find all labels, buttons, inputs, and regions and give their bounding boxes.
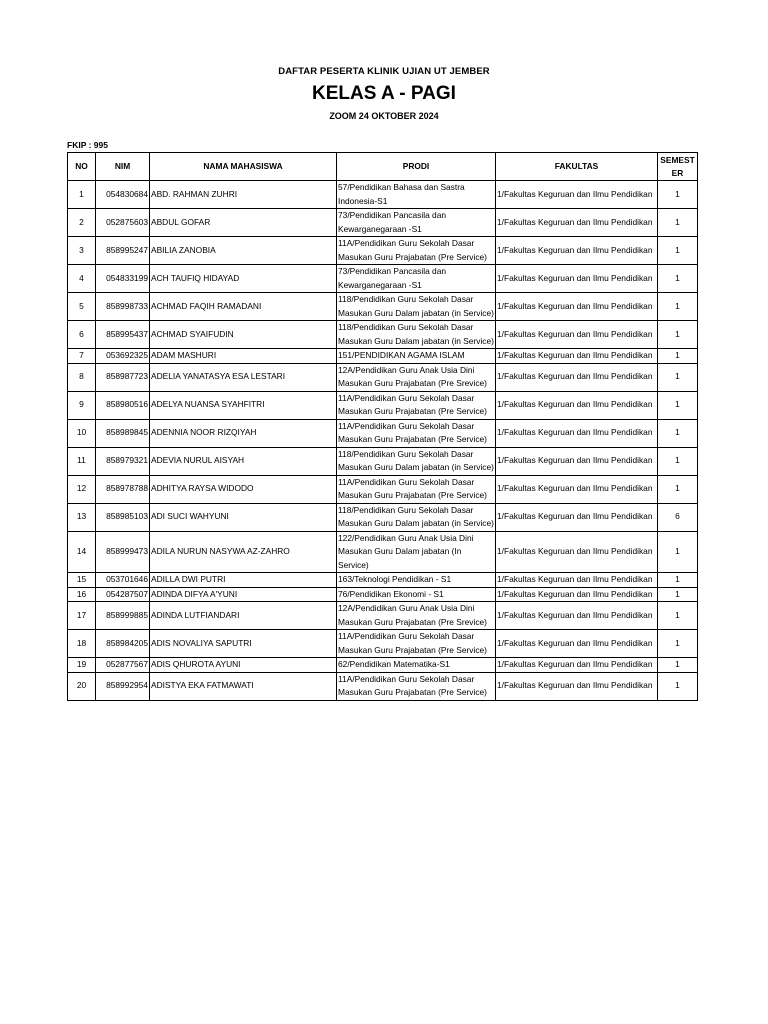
row-nim: 054833199 [96, 265, 150, 293]
row-nim: 858987723 [96, 363, 150, 391]
row-no: 13 [68, 503, 96, 531]
table-row [68, 181, 698, 209]
row-nama: ADISTYA EKA FATMAWATI [150, 672, 337, 700]
row-semester: 1 [658, 209, 698, 237]
row-fakultas: 1/Fakultas Keguruan dan Ilmu Pendidikan [496, 658, 658, 673]
row-nim: 858995437 [96, 321, 150, 349]
column-header-prodi: PRODI [337, 153, 496, 181]
row-fakultas: 1/Fakultas Keguruan dan Ilmu Pendidikan [496, 363, 658, 391]
row-fakultas: 1/Fakultas Keguruan dan Ilmu Pendidikan [496, 181, 658, 209]
participant-table [67, 152, 698, 701]
column-header-nim: NIM [96, 153, 150, 181]
row-no: 6 [68, 321, 96, 349]
column-header-nama: NAMA MAHASISWA [150, 153, 337, 181]
table-row [68, 293, 698, 321]
row-fakultas: 1/Fakultas Keguruan dan Ilmu Pendidikan [496, 265, 658, 293]
row-semester: 1 [658, 237, 698, 265]
table-row [68, 447, 698, 475]
row-no: 8 [68, 363, 96, 391]
row-nim: 858998733 [96, 293, 150, 321]
row-semester: 1 [658, 658, 698, 673]
row-semester: 1 [658, 672, 698, 700]
row-no: 15 [68, 573, 96, 588]
row-prodi: 11A/Pendidikan Guru Sekolah Dasar Masukan Guru Prajabatan (Pre Service) [337, 672, 496, 700]
row-semester: 1 [658, 265, 698, 293]
row-prodi: 73/Pendidikan Pancasila dan Kewarganegaraan -S1 [337, 265, 496, 293]
row-no: 20 [68, 672, 96, 700]
row-fakultas: 1/Fakultas Keguruan dan Ilmu Pendidikan [496, 672, 658, 700]
row-nama: ADAM MASHURI [150, 349, 337, 364]
row-fakultas: 1/Fakultas Keguruan dan Ilmu Pendidikan [496, 573, 658, 588]
row-nama: ADEVIA NURUL AISYAH [150, 447, 337, 475]
row-fakultas: 1/Fakultas Keguruan dan Ilmu Pendidikan [496, 293, 658, 321]
row-fakultas: 1/Fakultas Keguruan dan Ilmu Pendidikan [496, 391, 658, 419]
table-row [68, 658, 698, 673]
row-prodi: 11A/Pendidikan Guru Sekolah Dasar Masukan Guru Prajabatan (Pre Service) [337, 630, 496, 658]
row-nama: ADELIA YANATASYA ESA LESTARI [150, 363, 337, 391]
table-row [68, 391, 698, 419]
row-semester: 1 [658, 587, 698, 602]
row-semester: 6 [658, 503, 698, 531]
row-no: 11 [68, 447, 96, 475]
row-nama: ABDUL GOFAR [150, 209, 337, 237]
column-header-no: NO [68, 153, 96, 181]
row-nama: ADILA NURUN NASYWA AZ-ZAHRO [150, 531, 337, 573]
row-semester: 1 [658, 391, 698, 419]
row-no: 19 [68, 658, 96, 673]
row-prodi: 12A/Pendidikan Guru Anak Usia Dini Masukan Guru Prajabatan (Pre Srevice) [337, 602, 496, 630]
row-semester: 1 [658, 602, 698, 630]
row-prodi: 11A/Pendidikan Guru Sekolah Dasar Masukan Guru Prajabatan (Pre Service) [337, 419, 496, 447]
row-fakultas: 1/Fakultas Keguruan dan Ilmu Pendidikan [496, 503, 658, 531]
row-nim: 054830684 [96, 181, 150, 209]
row-semester: 1 [658, 419, 698, 447]
row-nama: ADINDA LUTFIANDARI [150, 602, 337, 630]
row-nim: 858985103 [96, 503, 150, 531]
row-prodi: 62/Pendidikan Matematika-S1 [337, 658, 496, 673]
table-row [68, 209, 698, 237]
row-no: 10 [68, 419, 96, 447]
row-semester: 1 [658, 181, 698, 209]
row-prodi: 122/Pendidikan Guru Anak Usia Dini Masukan Guru Dalam jabatan (In Service) [337, 531, 496, 573]
document-title: KELAS A - PAGI [312, 83, 456, 104]
row-nama: ACHMAD FAQIH RAMADANI [150, 293, 337, 321]
row-semester: 1 [658, 349, 698, 364]
row-fakultas: 1/Fakultas Keguruan dan Ilmu Pendidikan [496, 349, 658, 364]
table-row [68, 602, 698, 630]
table-row [68, 265, 698, 293]
row-no: 2 [68, 209, 96, 237]
table-row [68, 630, 698, 658]
row-no: 18 [68, 630, 96, 658]
row-fakultas: 1/Fakultas Keguruan dan Ilmu Pendidikan [496, 602, 658, 630]
table-row [68, 672, 698, 700]
row-nim: 858980516 [96, 391, 150, 419]
row-nama: ADIS NOVALIYA SAPUTRI [150, 630, 337, 658]
table-row [68, 419, 698, 447]
table-row [68, 587, 698, 602]
row-nim: 858995247 [96, 237, 150, 265]
row-no: 16 [68, 587, 96, 602]
row-nama: ADIS QHUROTA AYUNI [150, 658, 337, 673]
row-prodi: 73/Pendidikan Pancasila dan Kewarganegaraan -S1 [337, 209, 496, 237]
row-nim: 858992954 [96, 672, 150, 700]
row-fakultas: 1/Fakultas Keguruan dan Ilmu Pendidikan [496, 475, 658, 503]
row-semester: 1 [658, 293, 698, 321]
row-prodi: 57/Pendidikan Bahasa dan Sastra Indonesia-S1 [337, 181, 496, 209]
row-fakultas: 1/Fakultas Keguruan dan Ilmu Pendidikan [496, 587, 658, 602]
row-prodi: 151/PENDIDIKAN AGAMA ISLAM [337, 349, 496, 364]
row-no: 4 [68, 265, 96, 293]
row-no: 17 [68, 602, 96, 630]
row-no: 3 [68, 237, 96, 265]
row-nim: 052877567 [96, 658, 150, 673]
row-nama: ADENNIA NOOR RIZQIYAH [150, 419, 337, 447]
row-nim: 054287507 [96, 587, 150, 602]
table-row [68, 475, 698, 503]
row-fakultas: 1/Fakultas Keguruan dan Ilmu Pendidikan [496, 447, 658, 475]
row-nim: 858999473 [96, 531, 150, 573]
row-nama: ADILLA DWI PUTRI [150, 573, 337, 588]
table-row [68, 363, 698, 391]
table-body [68, 181, 698, 701]
row-no: 1 [68, 181, 96, 209]
table-header-row [68, 153, 698, 181]
row-prodi: 118/Pendidikan Guru Sekolah Dasar Masukan Guru Dalam jabatan (in Service) [337, 293, 496, 321]
row-no: 12 [68, 475, 96, 503]
row-prodi: 11A/Pendidikan Guru Sekolah Dasar Masukan Guru Prajabatan (Pre Service) [337, 475, 496, 503]
row-prodi: 11A/Pendidikan Guru Sekolah Dasar Masukan Guru Prajabatan (Pre Service) [337, 237, 496, 265]
document-date: ZOOM 24 OKTOBER 2024 [329, 111, 439, 121]
row-no: 7 [68, 349, 96, 364]
row-nama: ADINDA DIFYA A'YUNI [150, 587, 337, 602]
row-no: 5 [68, 293, 96, 321]
row-nim: 858984205 [96, 630, 150, 658]
row-nama: ABILIA ZANOBIA [150, 237, 337, 265]
row-fakultas: 1/Fakultas Keguruan dan Ilmu Pendidikan [496, 419, 658, 447]
row-fakultas: 1/Fakultas Keguruan dan Ilmu Pendidikan [496, 237, 658, 265]
row-semester: 1 [658, 475, 698, 503]
table-row [68, 503, 698, 531]
table-row [68, 237, 698, 265]
row-nim: 858978788 [96, 475, 150, 503]
row-nim: 858989845 [96, 419, 150, 447]
row-semester: 1 [658, 531, 698, 573]
row-semester: 1 [658, 630, 698, 658]
row-nama: ACHMAD SYAIFUDIN [150, 321, 337, 349]
table-row [68, 321, 698, 349]
row-prodi: 163/Teknologi Pendidikan - S1 [337, 573, 496, 588]
row-nama: ACH TAUFIQ HIDAYAD [150, 265, 337, 293]
row-nim: 858979321 [96, 447, 150, 475]
row-nama: ADI SUCI WAHYUNI [150, 503, 337, 531]
row-prodi: 11A/Pendidikan Guru Sekolah Dasar Masukan Guru Prajabatan (Pre Service) [337, 391, 496, 419]
row-nama: ADELYA NUANSA SYAHFITRI [150, 391, 337, 419]
row-semester: 1 [658, 363, 698, 391]
row-prodi: 118/Pendidikan Guru Sekolah Dasar Masukan Guru Dalam jabatan (in Service) [337, 321, 496, 349]
row-nama: ADHITYA RAYSA WIDODO [150, 475, 337, 503]
row-prodi: 12A/Pendidikan Guru Anak Usia Dini Masukan Guru Prajabatan (Pre Srevice) [337, 363, 496, 391]
row-nim: 858999885 [96, 602, 150, 630]
row-nim: 053701646 [96, 573, 150, 588]
row-no: 9 [68, 391, 96, 419]
row-fakultas: 1/Fakultas Keguruan dan Ilmu Pendidikan [496, 321, 658, 349]
table-row [68, 573, 698, 588]
row-nim: 052875603 [96, 209, 150, 237]
row-nama: ABD. RAHMAN ZUHRI [150, 181, 337, 209]
row-semester: 1 [658, 573, 698, 588]
row-fakultas: 1/Fakultas Keguruan dan Ilmu Pendidikan [496, 630, 658, 658]
row-semester: 1 [658, 447, 698, 475]
column-header-semester: SEMEST ER [658, 153, 698, 181]
column-header-fakultas: FAKULTAS [496, 153, 658, 181]
row-prodi: 76/Pendidikan Ekonomi - S1 [337, 587, 496, 602]
fkip-count: FKIP : 995 [67, 140, 108, 150]
row-fakultas: 1/Fakultas Keguruan dan Ilmu Pendidikan [496, 531, 658, 573]
row-prodi: 118/Pendidikan Guru Sekolah Dasar Masukan Guru Dalam jabatan (in Service) [337, 503, 496, 531]
table-row [68, 531, 698, 573]
row-nim: 053692325 [96, 349, 150, 364]
document-subtitle: DAFTAR PESERTA KLINIK UJIAN UT JEMBER [278, 66, 490, 77]
row-no: 14 [68, 531, 96, 573]
row-semester: 1 [658, 321, 698, 349]
table-row [68, 349, 698, 364]
row-prodi: 118/Pendidikan Guru Sekolah Dasar Masukan Guru Dalam jabatan (in Service) [337, 447, 496, 475]
row-fakultas: 1/Fakultas Keguruan dan Ilmu Pendidikan [496, 209, 658, 237]
